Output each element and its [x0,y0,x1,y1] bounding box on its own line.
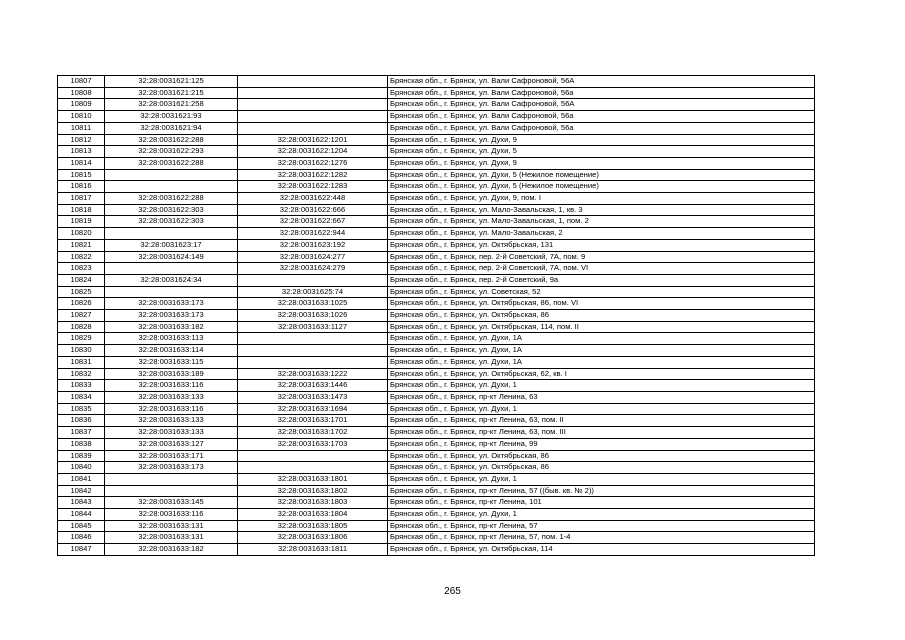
object-cadastral-number-cell: 32:28:0031622:666 [238,204,388,216]
address-cell: Брянская обл., г. Брянск, ул. Духи, 1А [388,356,815,368]
row-number-cell: 10836 [58,415,105,427]
address-cell: Брянская обл., г. Брянск, пр-кт Ленина, 63, пом. II [388,415,815,427]
table-row [58,76,815,88]
address-cell: Брянская обл., г. Брянск, ул. Духи, 1 [388,473,815,485]
row-number-cell: 10831 [58,356,105,368]
table-row [58,193,815,205]
table-row [58,438,815,450]
land-cadastral-number-cell: 32:28:0031633:173 [105,298,238,310]
table-row [58,497,815,509]
row-number-cell: 10807 [58,76,105,88]
land-cadastral-number-cell: 32:28:0031621:215 [105,87,238,99]
address-cell: Брянская обл., г. Брянск, пр-кт Ленина, 63 [388,391,815,403]
object-cadastral-number-cell: 32:28:0031622:448 [238,193,388,205]
object-cadastral-number-cell: 32:28:0031624:279 [238,263,388,275]
object-cadastral-number-cell: 32:28:0031622:1283 [238,181,388,193]
table-row [58,333,815,345]
land-cadastral-number-cell: 32:28:0031633:133 [105,415,238,427]
address-cell: Брянская обл., г. Брянск, ул. Октябрьская, 86 [388,462,815,474]
row-number-cell: 10826 [58,298,105,310]
land-cadastral-number-cell: 32:28:0031622:293 [105,146,238,158]
land-cadastral-number-cell: 32:28:0031633:113 [105,333,238,345]
table-row [58,134,815,146]
object-cadastral-number-cell [238,450,388,462]
land-cadastral-number-cell: 32:28:0031622:303 [105,216,238,228]
register-body [58,76,815,556]
table-row [58,216,815,228]
address-cell: Брянская обл., г. Брянск, пер. 2-й Советский, 7А, пом. 9 [388,251,815,263]
address-cell: Брянская обл., г. Брянск, ул. Духи, 9 [388,157,815,169]
land-cadastral-number-cell [105,228,238,240]
table-row [58,544,815,556]
table-row [58,204,815,216]
address-cell: Брянская обл., г. Брянск, пр-кт Ленина, 57, пом. 1-4 [388,532,815,544]
row-number-cell: 10843 [58,497,105,509]
row-number-cell: 10809 [58,99,105,111]
object-cadastral-number-cell: 32:28:0031633:1805 [238,520,388,532]
land-cadastral-number-cell: 32:28:0031633:131 [105,520,238,532]
land-cadastral-number-cell: 32:28:0031633:115 [105,356,238,368]
object-cadastral-number-cell: 32:28:0031622:1204 [238,146,388,158]
table-row [58,485,815,497]
object-cadastral-number-cell: 32:28:0031633:1127 [238,321,388,333]
address-cell: Брянская обл., г. Брянск, ул. Октябрьская, 86, пом. VI [388,298,815,310]
land-cadastral-number-cell: 32:28:0031633:133 [105,391,238,403]
land-cadastral-number-cell: 32:28:0031621:94 [105,122,238,134]
address-cell: Брянская обл., г. Брянск, ул. Духи, 5 (Нежилое помещение) [388,181,815,193]
object-cadastral-number-cell [238,462,388,474]
row-number-cell: 10844 [58,509,105,521]
object-cadastral-number-cell: 32:28:0031633:1811 [238,544,388,556]
page-number: 265 [444,586,461,597]
table-row [58,509,815,521]
object-cadastral-number-cell: 32:28:0031633:1473 [238,391,388,403]
object-cadastral-number-cell [238,122,388,134]
object-cadastral-number-cell: 32:28:0031633:1703 [238,438,388,450]
address-cell: Брянская обл., г. Брянск, пр-кт Ленина, 63, пом. III [388,427,815,439]
land-cadastral-number-cell [105,473,238,485]
address-cell: Брянская обл., г. Брянск, ул. Духи, 1А [388,333,815,345]
row-number-cell: 10835 [58,403,105,415]
object-cadastral-number-cell: 32:28:0031622:944 [238,228,388,240]
row-number-cell: 10811 [58,122,105,134]
object-cadastral-number-cell: 32:28:0031633:1026 [238,310,388,322]
land-cadastral-number-cell: 32:28:0031633:114 [105,345,238,357]
address-cell: Брянская обл., г. Брянск, пр-кт Ленина, 101 [388,497,815,509]
object-cadastral-number-cell: 32:28:0031622:667 [238,216,388,228]
table-row [58,111,815,123]
row-number-cell: 10808 [58,87,105,99]
address-cell: Брянская обл., г. Брянск, ул. Октябрьская, 114 [388,544,815,556]
table-row [58,415,815,427]
table-row [58,356,815,368]
table-row [58,532,815,544]
row-number-cell: 10822 [58,251,105,263]
table-row [58,380,815,392]
address-cell: Брянская обл., г. Брянск, ул. Духи, 9, пом. I [388,193,815,205]
object-cadastral-number-cell: 32:28:0031622:1276 [238,157,388,169]
address-cell: Брянская обл., г. Брянск, ул. Октябрьская, 62, кв. I [388,368,815,380]
land-cadastral-number-cell: 32:28:0031633:173 [105,462,238,474]
land-cadastral-number-cell: 32:28:0031633:116 [105,509,238,521]
row-number-cell: 10825 [58,286,105,298]
table-row [58,251,815,263]
property-register-table [57,75,815,556]
land-cadastral-number-cell [105,181,238,193]
object-cadastral-number-cell [238,87,388,99]
object-cadastral-number-cell: 32:28:0031633:1025 [238,298,388,310]
address-cell: Брянская обл., г. Брянск, ул. Вали Сафроновой, 56а [388,87,815,99]
land-cadastral-number-cell: 32:28:0031633:133 [105,427,238,439]
address-cell: Брянская обл., г. Брянск, ул. Духи, 1 [388,509,815,521]
land-cadastral-number-cell [105,263,238,275]
object-cadastral-number-cell: 32:28:0031633:1446 [238,380,388,392]
land-cadastral-number-cell: 32:28:0031633:145 [105,497,238,509]
land-cadastral-number-cell: 32:28:0031633:131 [105,532,238,544]
address-cell: Брянская обл., г. Брянск, ул. Духи, 5 [388,146,815,158]
table-row [58,263,815,275]
address-cell: Брянская обл., г. Брянск, ул. Духи, 5 (Нежилое помещение) [388,169,815,181]
land-cadastral-number-cell: 32:28:0031624:149 [105,251,238,263]
land-cadastral-number-cell: 32:28:0031621:125 [105,76,238,88]
object-cadastral-number-cell: 32:28:0031622:1282 [238,169,388,181]
land-cadastral-number-cell: 32:28:0031624:34 [105,274,238,286]
object-cadastral-number-cell [238,345,388,357]
table-row [58,473,815,485]
object-cadastral-number-cell: 32:28:0031633:1694 [238,403,388,415]
object-cadastral-number-cell [238,111,388,123]
row-number-cell: 10839 [58,450,105,462]
address-cell: Брянская обл., г. Брянск, ул. Вали Сафроновой, 56а [388,122,815,134]
table-row [58,462,815,474]
object-cadastral-number-cell: 32:28:0031623:192 [238,239,388,251]
object-cadastral-number-cell: 32:28:0031633:1806 [238,532,388,544]
row-number-cell: 10840 [58,462,105,474]
table-row [58,87,815,99]
row-number-cell: 10842 [58,485,105,497]
address-cell: Брянская обл., г. Брянск, пр-кт Ленина, 57 [388,520,815,532]
row-number-cell: 10815 [58,169,105,181]
address-cell: Брянская обл., г. Брянск, ул. Духи, 1 [388,403,815,415]
object-cadastral-number-cell: 32:28:0031633:1701 [238,415,388,427]
land-cadastral-number-cell: 32:28:0031633:173 [105,310,238,322]
land-cadastral-number-cell: 32:28:0031622:288 [105,157,238,169]
table-row [58,520,815,532]
address-cell: Брянская обл., г. Брянск, пер. 2-й Советский, 7А, пом. VI [388,263,815,275]
row-number-cell: 10834 [58,391,105,403]
row-number-cell: 10817 [58,193,105,205]
land-cadastral-number-cell: 32:28:0031633:182 [105,321,238,333]
object-cadastral-number-cell: 32:28:0031633:1803 [238,497,388,509]
object-cadastral-number-cell: 32:28:0031633:1702 [238,427,388,439]
address-cell: Брянская обл., г. Брянск, ул. Октябрьская, 131 [388,239,815,251]
object-cadastral-number-cell: 32:28:0031633:1804 [238,509,388,521]
address-cell: Брянская обл., г. Брянск, ул. Вали Сафроновой, 56А [388,99,815,111]
row-number-cell: 10827 [58,310,105,322]
row-number-cell: 10833 [58,380,105,392]
land-cadastral-number-cell: 32:28:0031622:288 [105,134,238,146]
object-cadastral-number-cell: 32:28:0031633:1222 [238,368,388,380]
row-number-cell: 10823 [58,263,105,275]
table-row [58,169,815,181]
table-row [58,310,815,322]
object-cadastral-number-cell [238,76,388,88]
land-cadastral-number-cell: 32:28:0031622:288 [105,193,238,205]
land-cadastral-number-cell: 32:28:0031633:116 [105,403,238,415]
land-cadastral-number-cell: 32:28:0031622:303 [105,204,238,216]
table-row [58,391,815,403]
row-number-cell: 10816 [58,181,105,193]
address-cell: Брянская обл., г. Брянск, ул. Октябрьская, 114, пом. II [388,321,815,333]
table-row [58,122,815,134]
row-number-cell: 10846 [58,532,105,544]
object-cadastral-number-cell: 32:28:0031633:1801 [238,473,388,485]
land-cadastral-number-cell [105,286,238,298]
land-cadastral-number-cell: 32:28:0031621:258 [105,99,238,111]
row-number-cell: 10838 [58,438,105,450]
row-number-cell: 10812 [58,134,105,146]
table-row [58,239,815,251]
land-cadastral-number-cell: 32:28:0031633:127 [105,438,238,450]
table-row [58,286,815,298]
object-cadastral-number-cell: 32:28:0031625:74 [238,286,388,298]
row-number-cell: 10818 [58,204,105,216]
address-cell: Брянская обл., г. Брянск, ул. Октябрьская, 86 [388,310,815,322]
address-cell: Брянская обл., г. Брянск, ул. Мало-Завальская, 1, пом. 2 [388,216,815,228]
row-number-cell: 10828 [58,321,105,333]
row-number-cell: 10810 [58,111,105,123]
row-number-cell: 10821 [58,239,105,251]
object-cadastral-number-cell [238,274,388,286]
address-cell: Брянская обл., г. Брянск, пр-кт Ленина, 99 [388,438,815,450]
row-number-cell: 10829 [58,333,105,345]
land-cadastral-number-cell [105,169,238,181]
land-cadastral-number-cell: 32:28:0031623:17 [105,239,238,251]
address-cell: Брянская обл., г. Брянск, ул. Вали Сафроновой, 56А [388,76,815,88]
row-number-cell: 10830 [58,345,105,357]
table-row [58,157,815,169]
row-number-cell: 10837 [58,427,105,439]
row-number-cell: 10820 [58,228,105,240]
land-cadastral-number-cell: 32:28:0031633:182 [105,544,238,556]
address-cell: Брянская обл., г. Брянск, ул. Духи, 9 [388,134,815,146]
address-cell: Брянская обл., г. Брянск, ул. Мало-Завальская, 2 [388,228,815,240]
land-cadastral-number-cell: 32:28:0031633:116 [105,380,238,392]
object-cadastral-number-cell: 32:28:0031622:1201 [238,134,388,146]
row-number-cell: 10814 [58,157,105,169]
address-cell: Брянская обл., г. Брянск, ул. Вали Сафроновой, 56а [388,111,815,123]
address-cell: Брянская обл., г. Брянск, ул. Советская, 52 [388,286,815,298]
land-cadastral-number-cell: 32:28:0031633:189 [105,368,238,380]
land-cadastral-number-cell: 32:28:0031633:171 [105,450,238,462]
object-cadastral-number-cell [238,356,388,368]
address-cell: Брянская обл., г. Брянск, ул. Мало-Завальская, 1, кв. 3 [388,204,815,216]
object-cadastral-number-cell [238,333,388,345]
table-row [58,321,815,333]
row-number-cell: 10847 [58,544,105,556]
address-cell: Брянская обл., г. Брянск, ул. Духи, 1 [388,380,815,392]
row-number-cell: 10841 [58,473,105,485]
land-cadastral-number-cell: 32:28:0031621:93 [105,111,238,123]
table-row [58,274,815,286]
table-row [58,298,815,310]
row-number-cell: 10819 [58,216,105,228]
table-row [58,450,815,462]
address-cell: Брянская обл., г. Брянск, ул. Октябрьская, 86 [388,450,815,462]
row-number-cell: 10824 [58,274,105,286]
table-row [58,99,815,111]
object-cadastral-number-cell: 32:28:0031633:1802 [238,485,388,497]
table-row [58,368,815,380]
table-row [58,345,815,357]
address-cell: Брянская обл., г. Брянск, пер. 2-й Советский, 9а [388,274,815,286]
address-cell: Брянская обл., г. Брянск, пр-кт Ленина, 57 ((быв. кв. № 2)) [388,485,815,497]
address-cell: Брянская обл., г. Брянск, ул. Духи, 1А [388,345,815,357]
table-row [58,403,815,415]
table-row [58,181,815,193]
row-number-cell: 10813 [58,146,105,158]
land-cadastral-number-cell [105,485,238,497]
table-row [58,427,815,439]
table-row [58,228,815,240]
table-row [58,146,815,158]
object-cadastral-number-cell: 32:28:0031624:277 [238,251,388,263]
row-number-cell: 10832 [58,368,105,380]
object-cadastral-number-cell [238,99,388,111]
row-number-cell: 10845 [58,520,105,532]
